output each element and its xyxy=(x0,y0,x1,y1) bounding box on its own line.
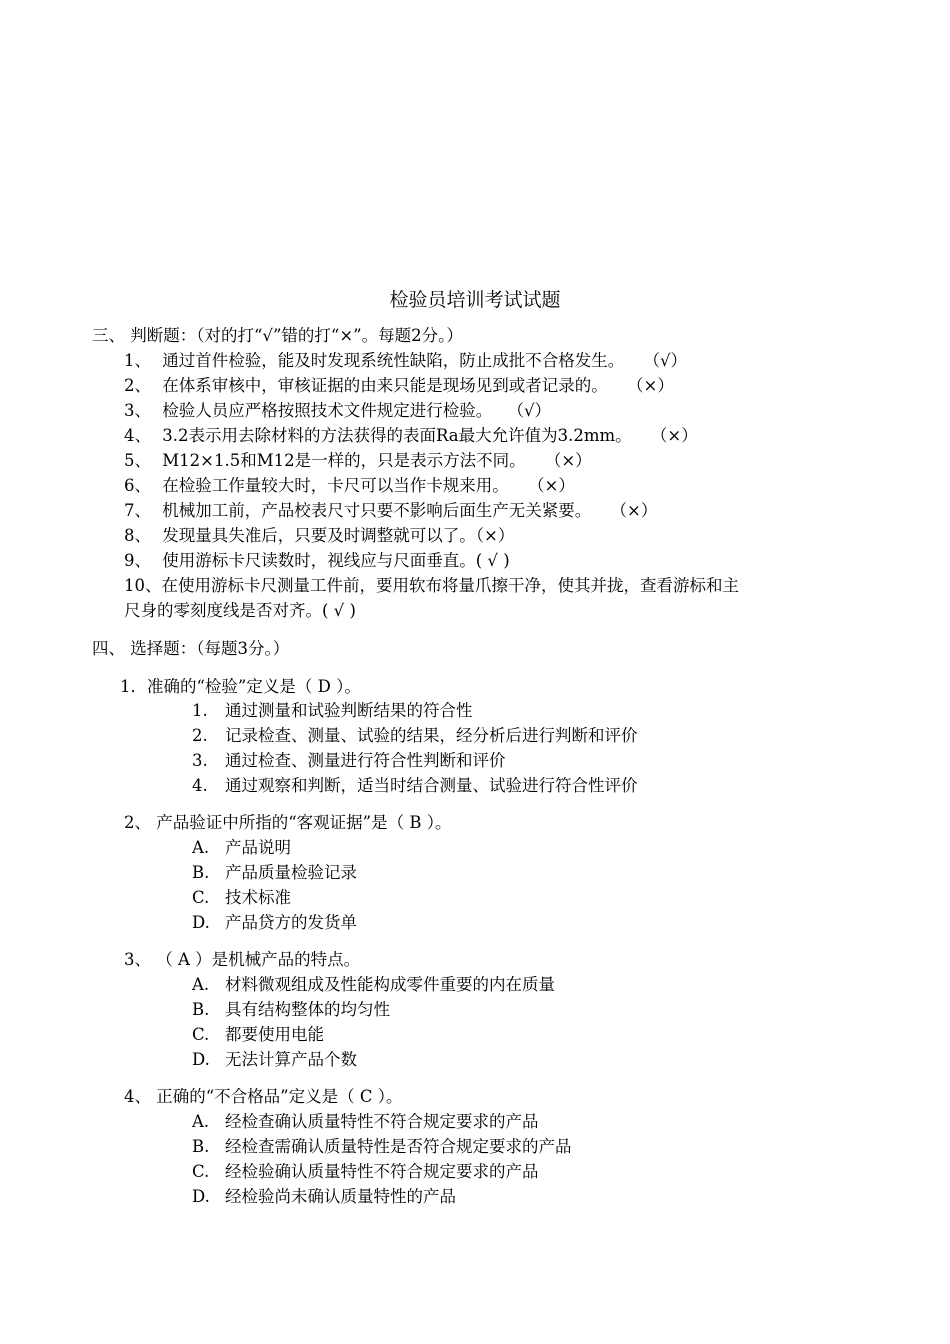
mc-question-stem: 3、 （ A ）是机械产品的特点。 xyxy=(124,950,361,969)
mc-option xyxy=(192,861,357,885)
tf-item-text: 检验人员应严格按照技术文件规定进行检验。 xyxy=(162,401,493,420)
tf-item-answer: （×） xyxy=(650,426,698,445)
tf-item-answer: （×） xyxy=(610,501,658,520)
mc-option xyxy=(192,774,638,798)
tf-item-answer: （√） xyxy=(643,351,688,370)
mc-question-stem: 1．准确的“检验”定义是（ D ）。 xyxy=(120,677,361,696)
tf-item-text: 通过首件检验，能及时发现系统性缺陷，防止成批不合格发生。 xyxy=(162,351,625,370)
tf-item xyxy=(124,349,687,373)
tf-item-number: 2、 xyxy=(124,376,151,395)
mc-option-text: 经检验确认质量特性不符合规定要求的产品 xyxy=(225,1162,539,1181)
tf-item-number: 4、 xyxy=(124,426,151,445)
mc-option-text: 产品说明 xyxy=(225,838,291,857)
tf-item xyxy=(124,424,698,448)
mc-option-label: B. xyxy=(192,863,210,882)
mc-option-label: A. xyxy=(192,975,210,994)
mc-option xyxy=(192,1023,324,1047)
mc-option-text: 具有结构整体的均匀性 xyxy=(225,1000,390,1019)
mc-option-text: 无法计算产品个数 xyxy=(225,1050,357,1069)
mc-question-stem: 4、 正确的“不合格品”定义是（ C ）。 xyxy=(124,1087,403,1106)
tf-item-text: 机械加工前，产品校表尺寸只要不影响后面生产无关紧要。 xyxy=(162,501,592,520)
mc-option-text: 通过观察和判断，适当时结合测量、试验进行符合性评价 xyxy=(225,776,638,795)
tf-item-text: 发现量具失准后，只要及时调整就可以了。（×） xyxy=(162,526,515,545)
tf-item-10-line-2: 尺身的零刻度线是否对齐。( √ ) xyxy=(124,601,356,620)
mc-option-text: 记录检查、测量、试验的结果，经分析后进行判断和评价 xyxy=(225,726,638,745)
mc-option-label: C. xyxy=(192,1162,210,1181)
mc-option xyxy=(192,724,638,748)
mc-option-text: 通过检查、测量进行符合性判断和评价 xyxy=(225,751,506,770)
mc-option xyxy=(192,749,506,773)
tf-item-number: 1、 xyxy=(124,351,151,370)
mc-option-label: B. xyxy=(192,1137,210,1156)
tf-item xyxy=(124,524,514,548)
mc-option-text: 材料微观组成及性能构成零件重要的内在质量 xyxy=(225,975,555,994)
tf-item-text: 3.2表示用去除材料的方法获得的表面Ra最大允许值为3.2mm。 xyxy=(162,426,632,445)
tf-item xyxy=(124,474,575,498)
mc-option-text: 经检查需确认质量特性是否符合规定要求的产品 xyxy=(225,1137,572,1156)
tf-item-answer: （√） xyxy=(507,401,552,420)
mc-question-stem: 2、 产品验证中所指的“客观证据”是（ B ）。 xyxy=(124,813,452,832)
tf-item xyxy=(124,449,592,473)
mc-section-heading: 四、 选择题：（每题3分。） xyxy=(92,639,290,658)
mc-option-text: 经检查确认质量特性不符合规定要求的产品 xyxy=(225,1112,539,1131)
mc-option-text: 产品质量检验记录 xyxy=(225,863,357,882)
mc-option xyxy=(192,836,291,860)
page-title: 检验员培训考试试题 xyxy=(389,289,561,311)
mc-option-label: 4. xyxy=(192,776,208,795)
mc-option-label: 3. xyxy=(192,751,208,770)
tf-item xyxy=(124,374,674,398)
mc-option xyxy=(192,1185,456,1209)
mc-option xyxy=(192,1135,572,1159)
mc-option-label: 2. xyxy=(192,726,208,745)
mc-option-text: 经检验尚未确认质量特性的产品 xyxy=(225,1187,456,1206)
mc-option xyxy=(192,1110,539,1134)
tf-item-number: 5、 xyxy=(124,451,151,470)
tf-item-number: 6、 xyxy=(124,476,151,495)
mc-option-text: 产品贷方的发货单 xyxy=(225,913,357,932)
tf-item-number: 7、 xyxy=(124,501,151,520)
mc-option xyxy=(192,973,555,997)
mc-option-label: C. xyxy=(192,1025,210,1044)
mc-option-label: B. xyxy=(192,1000,210,1019)
mc-option-label: A. xyxy=(192,838,210,857)
mc-option-label: D. xyxy=(192,1187,210,1206)
mc-option-label: C. xyxy=(192,888,210,907)
mc-option-text: 都要使用电能 xyxy=(225,1025,324,1044)
tf-item-text: 使用游标卡尺读数时，视线应与尺面垂直。( √ ) xyxy=(162,551,510,570)
tf-section-heading: 三、 判断题：（对的打“√”错的打“×”。每题2分。） xyxy=(92,326,463,345)
tf-item-text: 在检验工作量较大时，卡尺可以当作卡规来用。 xyxy=(162,476,509,495)
mc-option xyxy=(192,1160,539,1184)
mc-option-label: 1. xyxy=(192,701,208,720)
tf-item xyxy=(124,499,657,523)
mc-option-text: 通过测量和试验判断结果的符合性 xyxy=(225,701,473,720)
tf-item-answer: （×） xyxy=(627,376,674,395)
mc-option-label: A. xyxy=(192,1112,210,1131)
tf-item-text: M12×1.5和M12是一样的，只是表示方法不同。 xyxy=(162,451,526,470)
mc-option xyxy=(192,1048,357,1072)
tf-item-answer: （×） xyxy=(528,476,575,495)
tf-item-number: 9、 xyxy=(124,551,151,570)
tf-item xyxy=(124,549,510,573)
mc-option-label: D. xyxy=(192,1050,210,1069)
mc-option-label: D. xyxy=(192,913,210,932)
mc-option xyxy=(192,998,390,1022)
tf-item-number: 3、 xyxy=(124,401,151,420)
tf-item-number: 8、 xyxy=(124,526,151,545)
tf-item xyxy=(124,399,551,423)
tf-item-text: 在体系审核中，审核证据的由来只能是现场见到或者记录的。 xyxy=(162,376,608,395)
tf-item-answer: （×） xyxy=(544,451,592,470)
tf-item-10-line-1: 10、在使用游标卡尺测量工件前，要用软布将量爪擦干净，使其并拢，查看游标和主 xyxy=(124,576,739,595)
mc-option xyxy=(192,911,357,935)
mc-option xyxy=(192,699,473,723)
mc-option-text: 技术标准 xyxy=(225,888,291,907)
mc-option xyxy=(192,886,291,910)
